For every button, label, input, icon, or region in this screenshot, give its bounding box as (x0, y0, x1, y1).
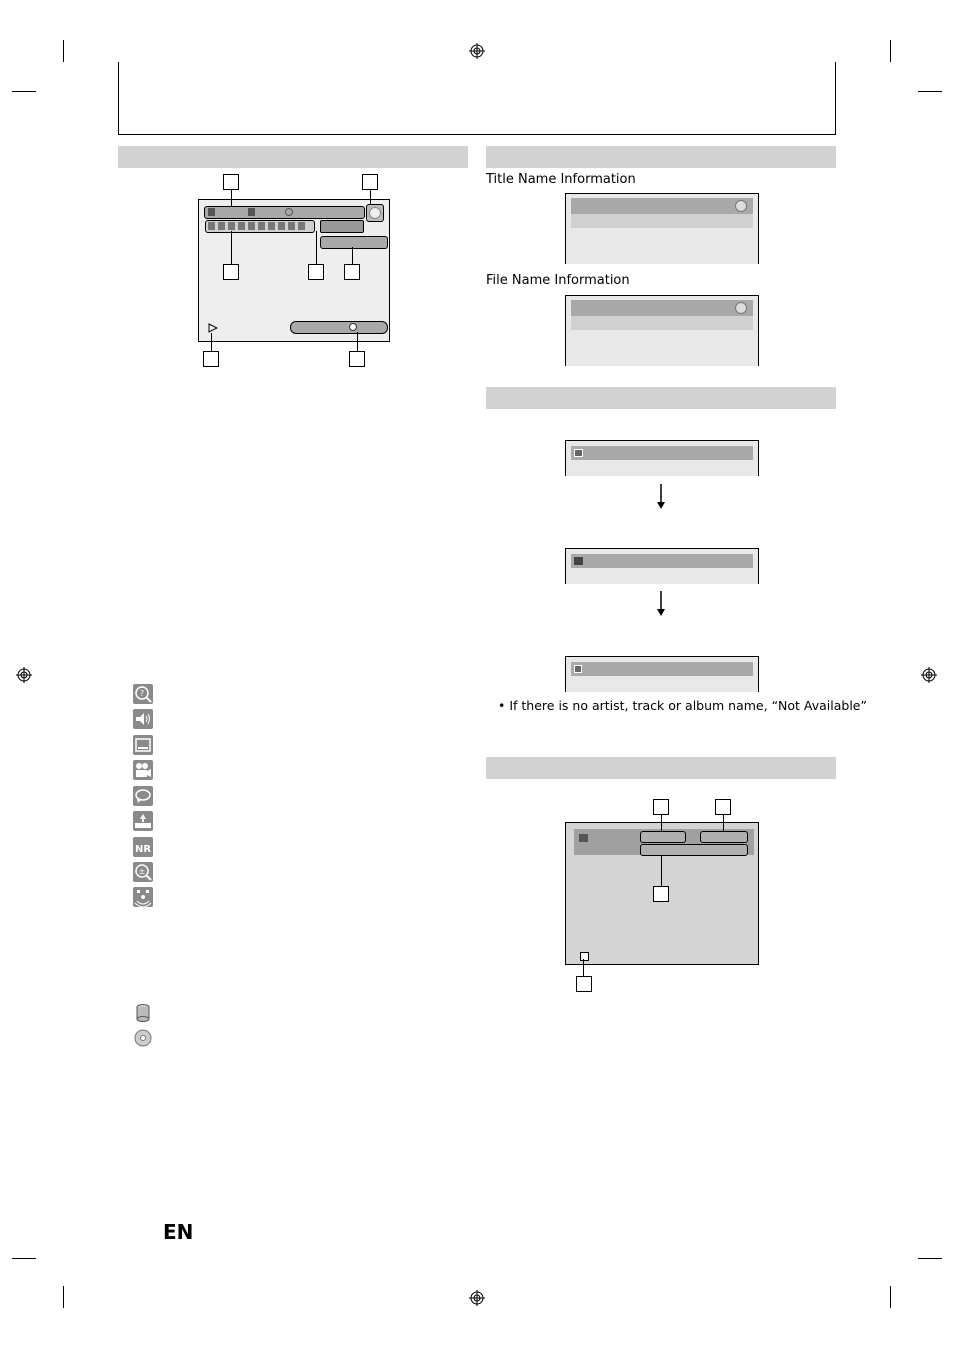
file-name-header (571, 300, 753, 316)
repeat-icon (133, 786, 153, 806)
callout-line (211, 333, 212, 351)
registration-mark-icon (921, 667, 937, 683)
disc-icon (735, 302, 747, 314)
subtitle-icon (133, 735, 153, 755)
callout-line (661, 815, 662, 831)
chapter-icon (248, 208, 255, 216)
callout-line (316, 231, 317, 264)
info-bar (320, 236, 388, 249)
track-info-screen (565, 548, 759, 584)
zoom-icon (133, 862, 153, 882)
surround-icon (133, 887, 153, 907)
callout-line (583, 959, 584, 977)
hdd-icon (133, 1003, 153, 1023)
title-name-header (571, 198, 753, 214)
clock-icon (285, 208, 293, 216)
marker-icon (133, 811, 153, 831)
callout-line (661, 856, 662, 886)
play-status-icon (208, 323, 218, 333)
info-box-right (700, 831, 748, 843)
callout-box (308, 264, 324, 280)
noise-reduction-icon (133, 837, 153, 857)
callout-box (653, 799, 669, 815)
crop-mark (918, 91, 942, 92)
callout-line (231, 190, 232, 206)
section-bar (486, 387, 836, 409)
down-arrow-icon (655, 484, 667, 510)
media-disc-icon (366, 204, 384, 222)
status-boxes (320, 220, 364, 233)
title-name-screen (565, 193, 759, 264)
track-icon (579, 834, 588, 842)
disc-icon (735, 200, 747, 212)
callout-box (653, 886, 669, 902)
registration-mark-icon (469, 43, 485, 59)
callout-box (576, 976, 592, 992)
status-indicator (580, 952, 589, 961)
artist-icon (574, 665, 582, 673)
section-bar (486, 146, 836, 168)
registration-mark-icon (16, 667, 32, 683)
album-icon (574, 449, 583, 457)
callout-line (357, 332, 358, 351)
track-header (571, 554, 753, 568)
callout-line (723, 815, 724, 831)
mp3-info-header (574, 829, 754, 855)
callout-box (223, 264, 239, 280)
title-name-label: Title Name Information (486, 172, 636, 187)
album-info-screen (565, 440, 759, 476)
page-header-frame (118, 62, 836, 135)
title-chapter-time-bar (204, 206, 365, 219)
crop-mark (63, 1286, 64, 1308)
callout-box (362, 174, 378, 190)
callout-line (352, 247, 353, 264)
crop-mark (12, 91, 36, 92)
disc-icon (133, 1028, 153, 1048)
camera-angle-icon (133, 760, 153, 780)
album-header (571, 446, 753, 460)
crop-mark (918, 1258, 942, 1259)
language-mark: EN (163, 1220, 194, 1244)
crop-mark (12, 1258, 36, 1259)
file-name-label: File Name Information (486, 273, 630, 288)
artist-header (571, 662, 753, 676)
callout-box (715, 799, 731, 815)
setting-icons-row (205, 220, 315, 233)
title-icon (208, 208, 215, 216)
callout-box (344, 264, 360, 280)
svg-text:±: ± (138, 867, 146, 876)
file-name-screen (565, 295, 759, 366)
section-bar (118, 146, 468, 168)
svg-text:NR: NR (134, 844, 152, 855)
progress-bar (290, 321, 388, 334)
callout-box (349, 351, 365, 367)
callout-box (223, 174, 239, 190)
track-icon (574, 557, 583, 565)
crop-mark (890, 40, 891, 62)
not-available-note: • If there is no artist, track or album name, “Not Available” (498, 698, 867, 713)
audio-speaker-icon (133, 709, 153, 729)
callout-box (203, 351, 219, 367)
down-arrow-icon (655, 591, 667, 617)
registration-mark-icon (469, 1290, 485, 1306)
file-name-row (571, 316, 753, 330)
help-magnifier-icon (133, 684, 153, 704)
crop-mark (890, 1286, 891, 1308)
artist-info-screen (565, 656, 759, 692)
info-box-left (640, 831, 686, 843)
svg-text:?: ? (139, 689, 145, 698)
callout-line (231, 231, 232, 264)
crop-mark (63, 40, 64, 62)
title-name-row (571, 214, 753, 228)
callout-line (370, 190, 371, 204)
info-box-wide (640, 844, 748, 856)
section-bar (486, 757, 836, 779)
